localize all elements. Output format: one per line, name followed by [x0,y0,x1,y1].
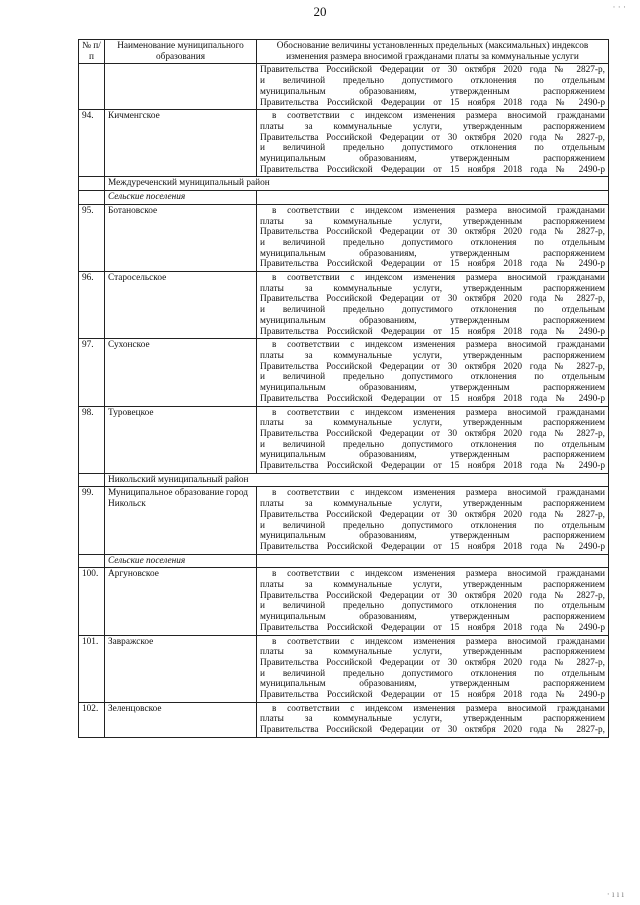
justification-line: Правительства Российской Федерации от 30 октября 2020 года № 2827-р, [260,132,605,143]
justification-line: платы за коммунальные услуги, утвержденным распоряжением [260,499,605,510]
cell-number: 99. [79,487,105,554]
cell-number: 97. [79,339,105,406]
cell-justification [257,554,609,568]
cell-number: 102. [79,702,105,737]
cell-number [79,177,105,191]
table-row [79,568,609,635]
justification-line: Правительства Российской Федерации от 15 ноября 2018 года № 2490-р [260,690,605,701]
justification-line: в соответствии с индексом изменения размера вносимой гражданами [272,569,605,580]
cell-name: Аргуновское [105,568,257,635]
justification-line: муниципальным образованиям, утвержденным распоряжением [260,383,605,394]
cell-name: Туровецкое [105,406,257,473]
cell-justification [257,110,609,177]
cell-justification [257,487,609,554]
district-row [79,177,609,191]
justification-line: муниципальным образованиям, утвержденным распоряжением [260,531,605,542]
justification-line: платы за коммунальные услуги, утвержденным распоряжением [260,647,605,658]
justification-line: платы за коммунальные услуги, утвержденным распоряжением [260,580,605,591]
subsection-row [79,554,609,568]
table-row [79,635,609,702]
justification-line: в соответствии с индексом изменения размера вносимой гражданами [272,111,605,122]
justification-line: муниципальным образованиям, утвержденным распоряжением [260,86,605,97]
justification-line: Правительства Российской Федерации от 15 ноября 2018 года № 2490-р [260,393,605,404]
corner-mark-bottom: · ı ı ı [606,889,624,899]
justification-line: муниципальным образованиям, утвержденным распоряжением [260,679,605,690]
cell-number: 101. [79,635,105,702]
justification-line: Правительства Российской Федерации от 30 октября 2020 года № 2827-р, [260,361,605,372]
justification-line: в соответствии с индексом изменения размера вносимой гражданами [272,340,605,351]
cell-justification [257,204,609,271]
justification-line: платы за коммунальные услуги, утвержденным распоряжением [260,350,605,361]
cell-name: Сухонское [105,339,257,406]
cell-justification [257,568,609,635]
justification-line: в соответствии с индексом изменения размера вносимой гражданами [272,636,605,647]
justification-line: Правительства Российской Федерации от 30 октября 2020 года № 2827-р, [260,65,605,76]
justification-line: и величиной предельно допустимого отклонения по отдельным [260,601,605,612]
justification-line: платы за коммунальные услуги, утвержденным распоряжением [260,418,605,429]
cell-name: Старосельское [105,272,257,339]
justification-line: Правительства Российской Федерации от 30 октября 2020 года № 2827-р, [260,509,605,520]
cell-justification [257,635,609,702]
justification-line: и величиной предельно допустимого отклонения по отдельным [260,237,605,248]
justification-line: в соответствии с индексом изменения размера вносимой гражданами [272,703,605,714]
justification-line: Правительства Российской Федерации от 30 октября 2020 года № 2827-р, [260,428,605,439]
cell-justification [257,406,609,473]
cell-name: Муниципальное образование город Никольск [105,487,257,554]
cell-justification [257,64,609,110]
justification-line: платы за коммунальные услуги, утвержденным распоряжением [260,121,605,132]
subsection-title: Сельские поселения [105,191,257,205]
justification-line: платы за коммунальные услуги, утвержденным распоряжением [260,283,605,294]
cell-justification [257,702,609,737]
justification-line: Правительства Российской Федерации от 30 октября 2020 года № 2827-р, [260,725,605,736]
district-row [79,473,609,487]
justification-line: муниципальным образованиям, утвержденным распоряжением [260,450,605,461]
justification-line: муниципальным образованиям, утвержденным распоряжением [260,154,605,165]
cell-name [105,64,257,110]
justification-line: платы за коммунальные услуги, утвержденным распоряжением [260,714,605,725]
cell-name: Ботановское [105,204,257,271]
cell-number [79,554,105,568]
justification-line: и величиной предельно допустимого отклонения по отдельным [260,76,605,87]
justification-line: и величиной предельно допустимого отклонения по отдельным [260,439,605,450]
cell-number: 94. [79,110,105,177]
table-row [79,406,609,473]
justification-line: Правительства Российской Федерации от 30 октября 2020 года № 2827-р, [260,227,605,238]
cell-justification [257,191,609,205]
cell-name: Кичменгское [105,110,257,177]
cell-number [79,473,105,487]
cell-name: Завражское [105,635,257,702]
justification-line: муниципальным образованиям, утвержденным распоряжением [260,248,605,259]
table-row [79,272,609,339]
table-header-row [79,40,609,64]
justification-line: Правительства Российской Федерации от 30 октября 2020 года № 2827-р, [260,590,605,601]
cell-justification [257,272,609,339]
subsection-row [79,191,609,205]
justification-line: в соответствии с индексом изменения размера вносимой гражданами [272,488,605,499]
justification-line: Правительства Российской Федерации от 15 ноября 2018 года № 2490-р [260,622,605,633]
table-row [79,339,609,406]
justification-line: Правительства Российской Федерации от 15 ноября 2018 года № 2490-р [260,461,605,472]
justification-line: и величиной предельно допустимого отклонения по отдельным [260,372,605,383]
header-justification: Обоснование величины установленных предельных (максимальных) индексов изменения размера вносимой гражданами платы за коммунальные услуги [257,40,609,64]
justification-line: в соответствии с индексом изменения размера вносимой гражданами [272,407,605,418]
justification-line: и величиной предельно допустимого отклонения по отдельным [260,520,605,531]
corner-mark-top: · · · [612,2,626,12]
justification-line: муниципальным образованиям, утвержденным распоряжением [260,612,605,623]
cell-number: 100. [79,568,105,635]
justification-line: в соответствии с индексом изменения размера вносимой гражданами [272,273,605,284]
justification-line: платы за коммунальные услуги, утвержденным распоряжением [260,216,605,227]
justification-line: Правительства Российской Федерации от 30 октября 2020 года № 2827-р, [260,657,605,668]
justification-line: и величиной предельно допустимого отклонения по отдельным [260,143,605,154]
subsection-title: Сельские поселения [105,554,257,568]
table-row [79,204,609,271]
header-municipality: Наименование муниципального образования [105,40,257,64]
justification-line: Правительства Российской Федерации от 15 ноября 2018 года № 2490-р [260,97,605,108]
justification-line: муниципальным образованиям, утвержденным распоряжением [260,315,605,326]
page-number: 20 [313,4,327,19]
cell-justification [257,339,609,406]
justification-line: и величиной предельно допустимого отклонения по отдельным [260,668,605,679]
justification-line: Правительства Российской Федерации от 15 ноября 2018 года № 2490-р [260,541,605,552]
header-number: № п/п [79,40,105,64]
table-row [79,110,609,177]
cell-number [79,64,105,110]
cell-name: Зеленцовское [105,702,257,737]
cell-number: 98. [79,406,105,473]
table-row-continuation [79,64,609,110]
cell-number: 95. [79,204,105,271]
justification-line: Правительства Российской Федерации от 15 ноября 2018 года № 2490-р [260,164,605,175]
cell-number: 96. [79,272,105,339]
justification-line: и величиной предельно допустимого отклонения по отдельным [260,305,605,316]
table-row [79,702,609,737]
justification-line: Правительства Российской Федерации от 15 ноября 2018 года № 2490-р [260,326,605,337]
district-title: Междуреченский муниципальный район [105,177,609,191]
justification-line: в соответствии с индексом изменения размера вносимой гражданами [272,205,605,216]
cell-number [79,191,105,205]
district-title: Никольский муниципальный район [105,473,609,487]
justification-line: Правительства Российской Федерации от 15 ноября 2018 года № 2490-р [260,259,605,270]
limits-table [78,39,609,738]
justification-line: Правительства Российской Федерации от 30 октября 2020 года № 2827-р, [260,294,605,305]
table-row [79,487,609,554]
